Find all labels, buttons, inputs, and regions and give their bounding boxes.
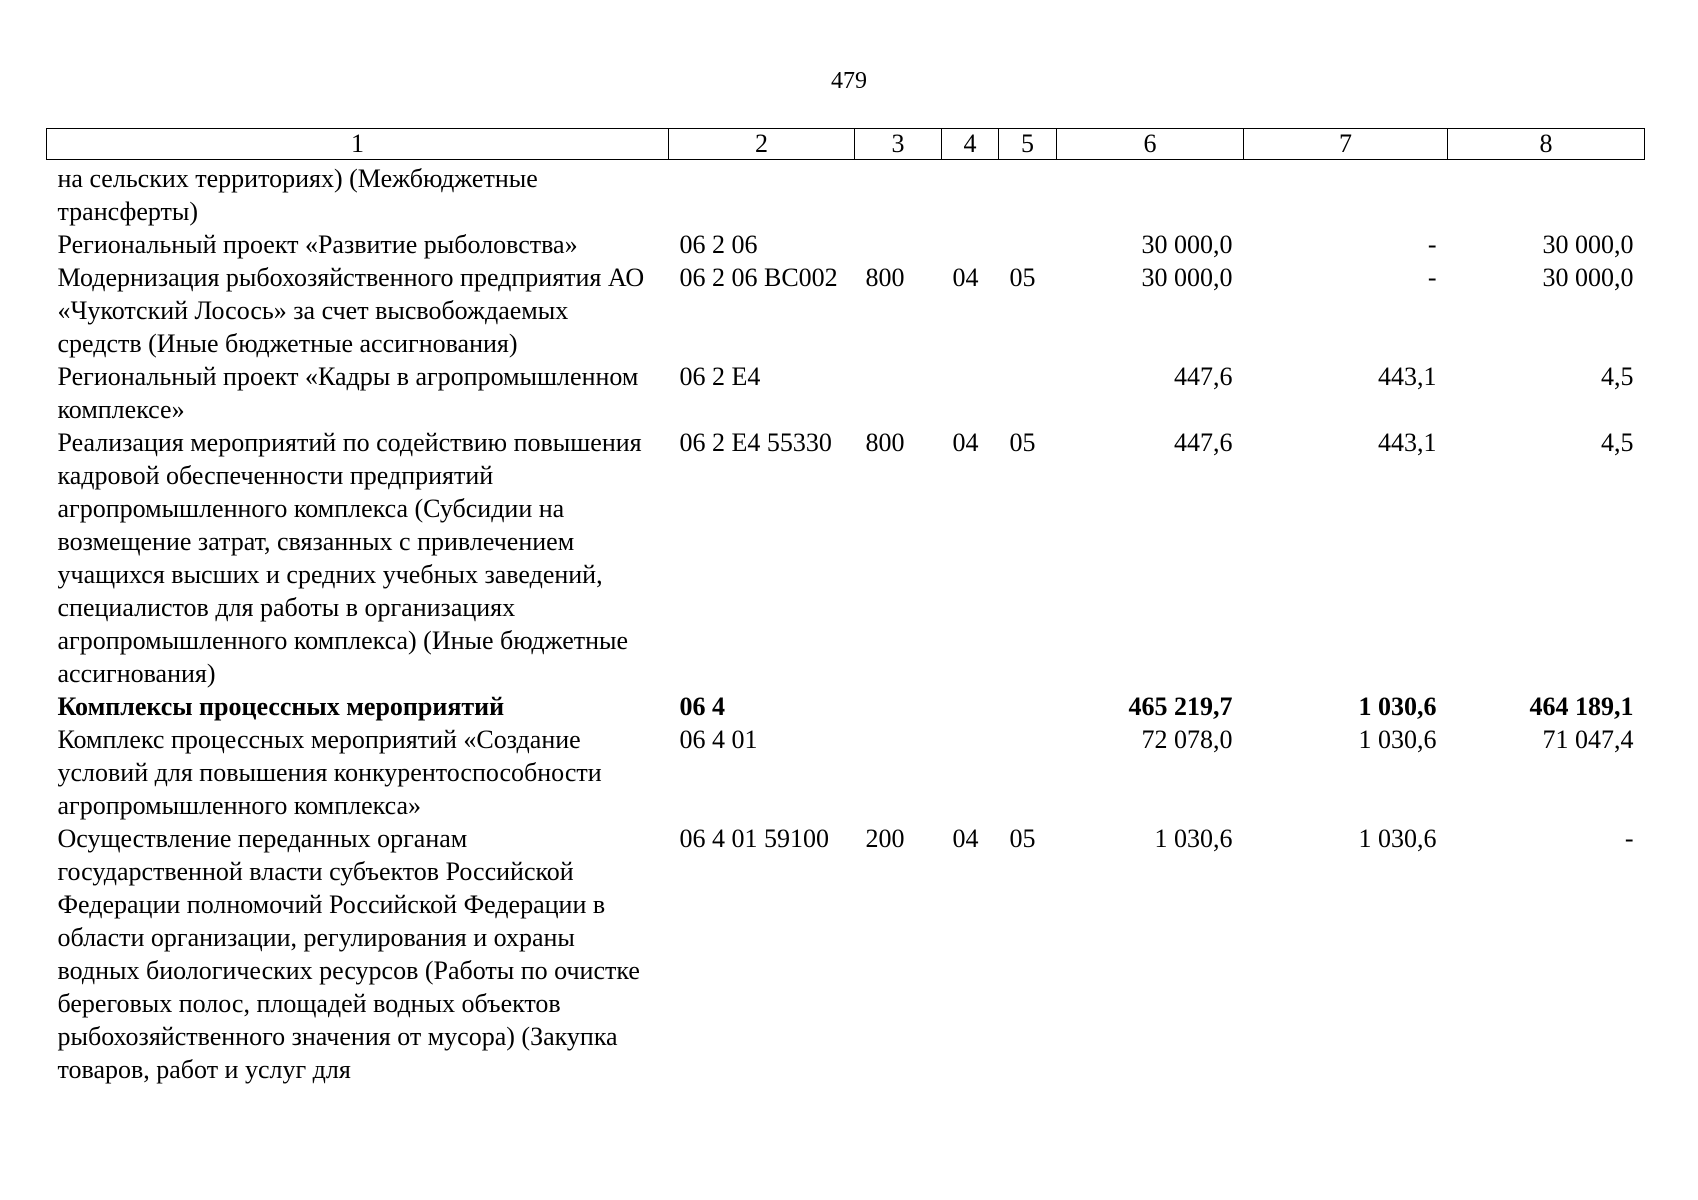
- table-row: [47, 822, 1645, 1086]
- row-col7: 443,1: [1378, 428, 1437, 457]
- header-col-5: 5: [999, 129, 1057, 160]
- row-vr: 800: [865, 428, 905, 457]
- row-rz: 04: [952, 824, 979, 853]
- row-col8: [1448, 160, 1645, 229]
- row-col8: -: [1624, 824, 1634, 853]
- row-code: 06 2 Е4 55330: [679, 428, 832, 457]
- row-name: Модернизация рыбохозяйственного предприятия АО «Чукотский Лосось» за счет высвобождаемых средств (Иные бюджетные ассигнования): [57, 263, 645, 358]
- table-row: [47, 261, 1645, 360]
- row-pr: [999, 360, 1057, 426]
- row-vr: [855, 360, 942, 426]
- page-number: 479: [831, 68, 867, 94]
- row-col6: [1057, 160, 1244, 229]
- table-row-section: [47, 690, 1645, 723]
- row-rz: [942, 360, 999, 426]
- row-col7: -: [1427, 263, 1437, 292]
- row-col7: -: [1427, 230, 1437, 259]
- row-rz: 04: [952, 263, 979, 292]
- row-code: [669, 160, 855, 229]
- header-row: [47, 129, 1645, 160]
- row-col7: 1 030,6: [1358, 725, 1437, 754]
- row-pr: [999, 690, 1057, 723]
- row-col7: 443,1: [1378, 362, 1437, 391]
- row-name: Региональный проект «Кадры в агропромышленном комплексе»: [57, 362, 639, 424]
- row-code: 06 4 01: [679, 725, 758, 754]
- row-col6: 447,6: [1174, 428, 1233, 457]
- budget-table: [46, 128, 1645, 1086]
- row-name: на сельских территориях) (Межбюджетные трансферты): [57, 164, 538, 226]
- row-vr: [855, 690, 942, 723]
- row-vr: [855, 160, 942, 229]
- row-col6: 465 219,7: [1128, 692, 1233, 721]
- row-rz: [942, 160, 999, 229]
- row-col8: 71 047,4: [1542, 725, 1634, 754]
- row-name: Региональный проект «Развитие рыболовства»: [57, 230, 578, 259]
- row-vr: [855, 723, 942, 822]
- row-vr: [855, 228, 942, 261]
- row-pr: 05: [1009, 824, 1036, 853]
- row-rz: 04: [952, 428, 979, 457]
- row-col6: 1 030,6: [1154, 824, 1233, 853]
- row-code: 06 2 06 ВС002: [679, 263, 838, 292]
- row-code: 06 4 01 59100: [679, 824, 829, 853]
- header-col-1: 1: [47, 129, 669, 160]
- row-col8: 4,5: [1601, 362, 1634, 391]
- table-row: [47, 723, 1645, 822]
- table-row: [47, 160, 1645, 229]
- row-name: Реализация мероприятий по содействию повышения кадровой обеспеченности предприятий агропромышленного комплекса (Субсидии на возмещение затрат, связанных с привлечением учащихся высших и средних учебных заведений, специалистов для работы в организациях агропромышленного комплекса) (Иные бюджетные ассигнования): [57, 428, 642, 688]
- row-col8: 30 000,0: [1542, 263, 1634, 292]
- header-col-7: 7: [1244, 129, 1448, 160]
- row-rz: [942, 723, 999, 822]
- header-col-8: 8: [1448, 129, 1645, 160]
- row-code: 06 2 Е4: [679, 362, 761, 391]
- row-col6: 30 000,0: [1141, 263, 1233, 292]
- table-row: [47, 426, 1645, 690]
- row-pr: [999, 228, 1057, 261]
- row-vr: 800: [865, 263, 905, 292]
- row-pr: [999, 160, 1057, 229]
- row-pr: 05: [1009, 263, 1036, 292]
- row-pr: [999, 723, 1057, 822]
- row-name: Осуществление переданных органам государственной власти субъектов Российской Федерации полномочий Российской Федерации в области организации, регулирования и охраны водных биологических ресурсов (Работы по очистке береговых полос, площадей водных объектов рыбохозяйственного значения от мусора) (Закупка товаров, работ и услуг для: [57, 824, 640, 1084]
- row-name: Комплексы процессных мероприятий: [57, 692, 505, 721]
- row-name: Комплекс процессных мероприятий «Создание условий для повышения конкурентоспособности агропромышленного комплекса»: [57, 725, 602, 820]
- header-col-3: 3: [855, 129, 942, 160]
- row-pr: 05: [1009, 428, 1036, 457]
- header-col-6: 6: [1057, 129, 1244, 160]
- header-col-2: 2: [669, 129, 855, 160]
- row-vr: 200: [865, 824, 905, 853]
- row-col6: 447,6: [1174, 362, 1233, 391]
- row-col7: 1 030,6: [1358, 824, 1437, 853]
- row-rz: [942, 228, 999, 261]
- row-code: 06 4: [679, 692, 725, 721]
- row-col8: 30 000,0: [1542, 230, 1634, 259]
- row-code: 06 2 06: [679, 230, 758, 259]
- row-col6: 30 000,0: [1141, 230, 1233, 259]
- row-rz: [942, 690, 999, 723]
- row-col8: 464 189,1: [1529, 692, 1634, 721]
- row-col6: 72 078,0: [1141, 725, 1233, 754]
- table-row: [47, 360, 1645, 426]
- table-row: [47, 228, 1645, 261]
- row-col7: [1244, 160, 1448, 229]
- header-col-4: 4: [942, 129, 999, 160]
- row-col8: 4,5: [1601, 428, 1634, 457]
- row-col7: 1 030,6: [1358, 692, 1437, 721]
